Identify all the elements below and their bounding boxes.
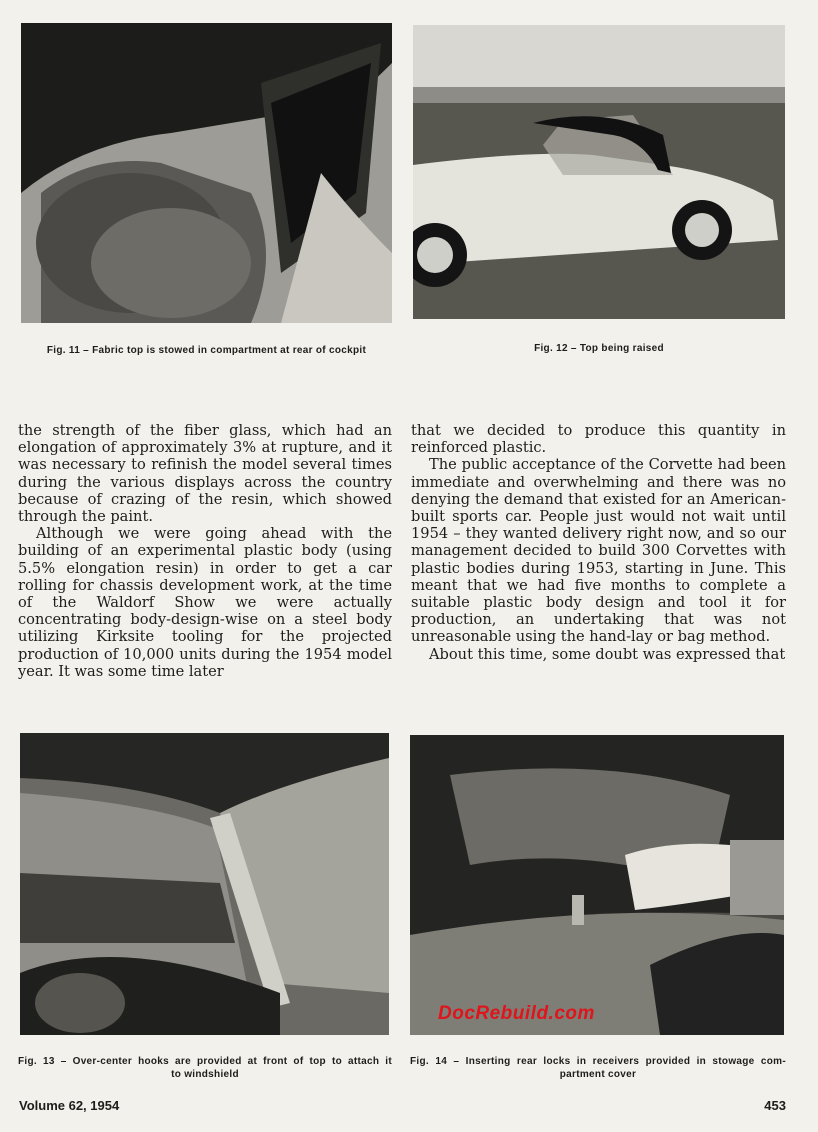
- fig-12-photo: [413, 25, 785, 319]
- paragraph: that we decided to produce this quantity in reinforced plastic.: [411, 422, 786, 457]
- page-number: 453: [764, 1098, 786, 1113]
- volume-footer: Volume 62, 1954: [19, 1098, 120, 1113]
- caption-line: partment cover: [559, 1069, 637, 1080]
- fig-11-caption: Fig. 11 – Fabric top is stowed in compartment at rear of cockpit: [46, 345, 367, 356]
- left-text-column: [18, 422, 392, 680]
- fig-14-photo: [410, 735, 784, 1035]
- fig-12-caption: Fig. 12 – Top being raised: [534, 343, 664, 354]
- fig-13-photo: [20, 733, 389, 1035]
- caption-line: Fig. 13 – Over-center hooks are provided at front of top to attach it: [18, 1056, 392, 1067]
- fig-11-photo: [21, 23, 392, 323]
- fig-14-caption: [410, 1055, 786, 1081]
- paragraph: the strength of the fiber glass, which had an elongation of approximately 3% at rupture, and it was necessary to refinish the model several times during the various displays across the country because of crazing of the resin, which showed through the paint.: [18, 422, 392, 526]
- fig-13-caption: [18, 1055, 392, 1081]
- right-text-column: [411, 422, 786, 663]
- paragraph: The public acceptance of the Corvette had been immediate and overwhelming and there was no denying the demand that existed for an American-built sports car. People just would not wait until 1954 – they wanted delivery right now, and so our management decided to build 300 Corvettes with plastic bodies during 1953, starting in June. This meant that we had five months to complete a suitable plastic body design and tool it for production, an undertaking that was not unreasonable using the hand-lay or bag method.: [411, 456, 786, 646]
- caption-line: Fig. 14 – Inserting rear locks in receivers provided in stowage com-: [410, 1056, 786, 1067]
- watermark: DocRebuild.com: [438, 1003, 595, 1024]
- caption-line: to windshield: [171, 1069, 239, 1080]
- paragraph: About this time, some doubt was expressed that: [429, 645, 786, 663]
- paragraph: Although we were going ahead with the building of an experimental plastic body (using 5.5% elongation resin) in order to get a car rolling for chassis development work, at the time of the Waldorf Show we were actually concentrating body-design-wise on a steel body utilizing Kirksite tooling for the projected production of 10,000 units during the 1954 model year. It was some time later: [18, 525, 392, 680]
